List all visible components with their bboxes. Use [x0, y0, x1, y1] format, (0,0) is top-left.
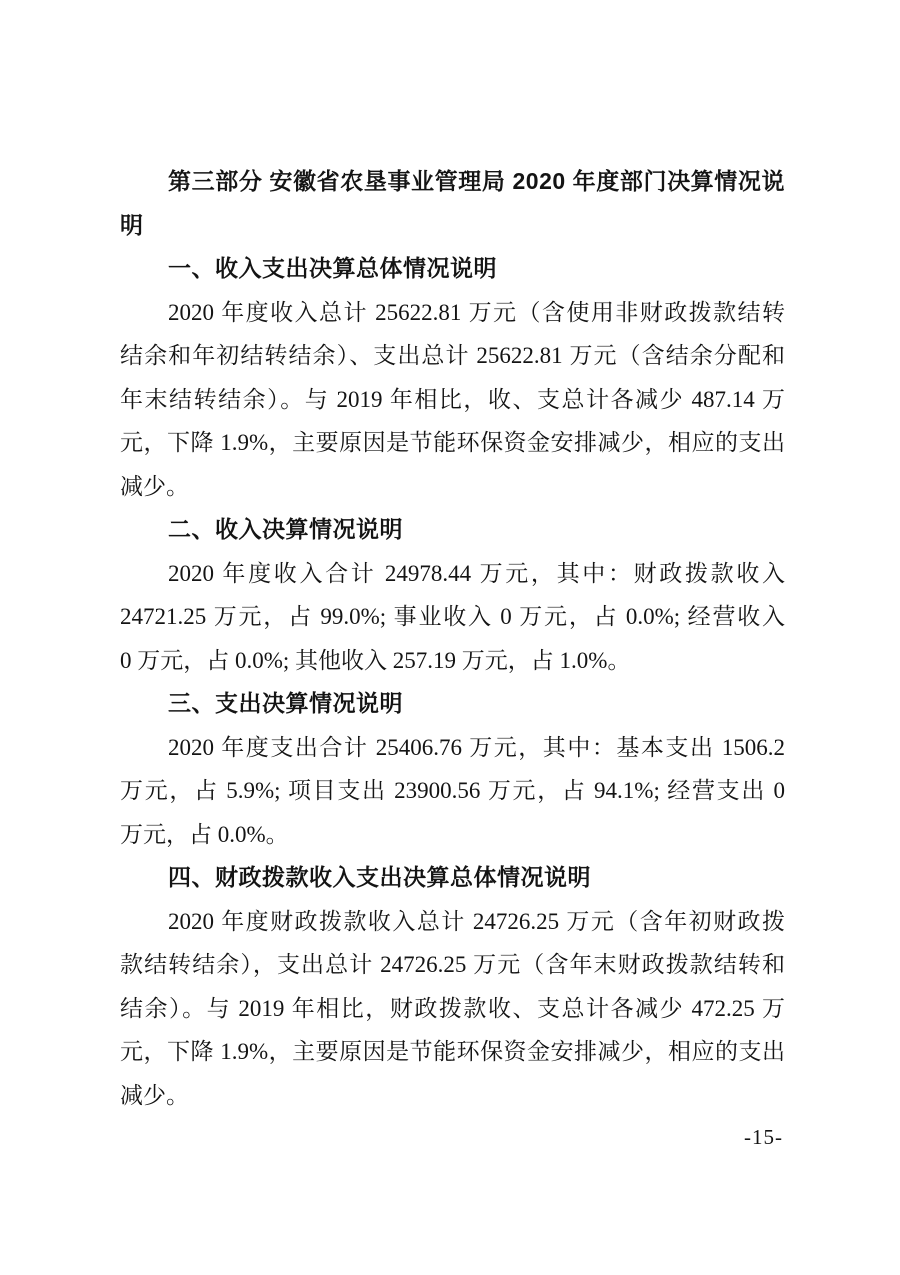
section-4-line-3: 结余）。与 2019 年相比，财政拨款收、支总计各减少 472.25 万: [120, 995, 785, 1021]
section-4-line-5: 减少。: [120, 1082, 189, 1108]
section-2-heading: 二、收入决算情况说明: [168, 516, 403, 542]
section-4-line-1: 2020 年度财政拨款收入总计 24726.25 万元（含年初财政拨: [168, 908, 785, 934]
document-title-line-1: 第三部分 安徽省农垦事业管理局 2020 年度部门决算情况说: [168, 168, 785, 194]
section-4-heading: 四、财政拨款收入支出决算总体情况说明: [168, 864, 591, 890]
section-2-line-2: 24721.25 万元，占 99.0%; 事业收入 0 万元，占 0.0%; 经营收入: [120, 604, 785, 629]
section-3-line-1: 2020 年度支出合计 25406.76 万元，其中：基本支出 1506.2: [168, 734, 785, 760]
section-1-heading: 一、收入支出决算总体情况说明: [168, 255, 497, 281]
document-title-line-2: 明: [120, 211, 144, 238]
section-1-line-4: 元，下降 1.9%，主要原因是节能环保资金安排减少，相应的支出: [120, 430, 785, 455]
section-4-line-2: 款结转结余），支出总计 24726.25 万元（含年末财政拨款结转和: [120, 952, 785, 977]
section-2-line-1: 2020 年度收入合计 24978.44 万元，其中：财政拨款收入: [168, 560, 785, 586]
document-body: [120, 160, 785, 1117]
section-1-line-1: 2020 年度收入总计 25622.81 万元（含使用非财政拨款结转: [168, 299, 785, 325]
section-3-line-3: 万元，占 0.0%。: [120, 821, 289, 847]
section-1-line-5: 减少。: [120, 473, 189, 499]
section-4-line-4: 元，下降 1.9%，主要原因是节能环保资金安排减少，相应的支出: [120, 1039, 785, 1064]
section-2-line-3: 0 万元，占 0.0%; 其他收入 257.19 万元，占 1.0%。: [120, 647, 631, 673]
page-footer: [744, 1124, 783, 1150]
section-1-line-2: 结余和年初结转结余）、支出总计 25622.81 万元（含结余分配和: [120, 343, 785, 368]
section-3-heading: 三、支出决算情况说明: [168, 690, 403, 716]
page-number: -15-: [744, 1125, 783, 1149]
section-3-line-2: 万元，占 5.9%; 项目支出 23900.56 万元，占 94.1%; 经营支出 0: [120, 778, 785, 803]
section-1-line-3: 年末结转结余）。与 2019 年相比，收、支总计各减少 487.14 万: [120, 386, 785, 412]
